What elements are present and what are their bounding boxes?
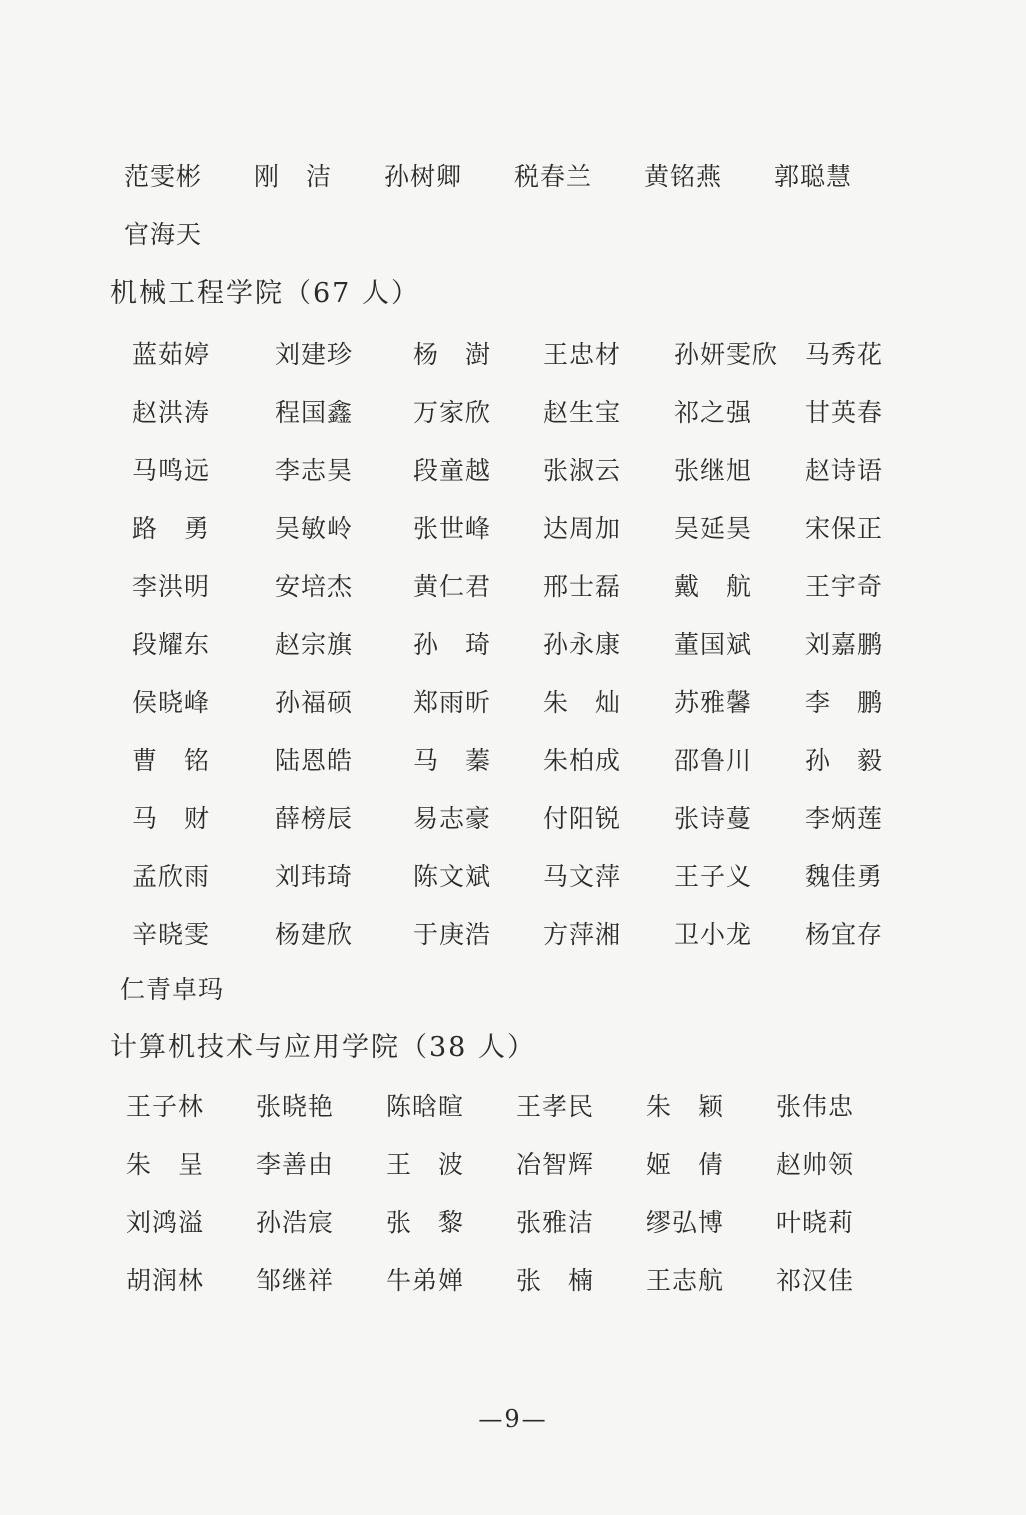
name-entry: 马 财 [132, 804, 211, 833]
name-entry: 于庚浩 [413, 920, 492, 949]
name-entry: 董国斌 [674, 630, 753, 659]
name-entry: 冶智辉 [516, 1150, 595, 1179]
name-entry: 赵诗语 [805, 456, 884, 485]
name-entry: 孙永康 [543, 630, 622, 659]
name-entry: 邵鲁川 [674, 746, 753, 775]
name-entry: 朱 颖 [646, 1092, 725, 1121]
page-number: —9— [478, 1405, 548, 1433]
name-entry: 吴敏岭 [275, 514, 354, 543]
name-entry: 仁青卓玛 [120, 975, 225, 1004]
name-entry: 缪弘博 [646, 1208, 725, 1237]
name-entry: 王 波 [386, 1150, 465, 1179]
name-entry: 杨建欣 [275, 920, 354, 949]
name-entry: 孙 琦 [413, 630, 492, 659]
name-entry: 辛晓雯 [132, 920, 211, 949]
name-entry: 陈文斌 [413, 862, 492, 891]
name-entry: 张伟忠 [776, 1092, 855, 1121]
name-entry: 路 勇 [132, 514, 211, 543]
name-entry: 李善由 [256, 1150, 335, 1179]
name-entry: 牛弟婵 [386, 1266, 465, 1295]
name-entry: 赵洪涛 [132, 398, 211, 427]
name-entry: 刘嘉鹏 [805, 630, 884, 659]
name-entry: 张世峰 [413, 514, 492, 543]
name-entry: 马文萍 [543, 862, 622, 891]
computer-name-list [126, 1078, 906, 1310]
name-entry: 陈晗暄 [386, 1092, 465, 1121]
name-entry: 李炳莲 [805, 804, 884, 833]
name-entry: 郭聪慧 [774, 162, 853, 191]
name-entry: 易志豪 [413, 804, 492, 833]
name-entry: 张 黎 [386, 1208, 465, 1237]
name-entry: 黄仁君 [413, 572, 492, 601]
name-entry: 刘玮琦 [275, 862, 354, 891]
name-entry: 张 楠 [516, 1266, 595, 1295]
name-entry: 刘鸿溢 [126, 1208, 205, 1237]
name-entry: 孙妍雯欣 [674, 340, 779, 369]
name-entry: 黄铭燕 [644, 162, 723, 191]
name-entry: 宋保正 [805, 514, 884, 543]
section-heading-computer: 计算机技术与应用学院（38 人） [110, 1032, 536, 1063]
name-entry: 张淑云 [543, 456, 622, 485]
name-entry: 邢士磊 [543, 572, 622, 601]
name-entry: 张雅洁 [516, 1208, 595, 1237]
name-entry: 孙福硕 [275, 688, 354, 717]
name-entry: 朱柏成 [543, 746, 622, 775]
name-entry: 孙 毅 [805, 746, 884, 775]
name-entry: 魏佳勇 [805, 862, 884, 891]
name-entry: 方萍湘 [543, 920, 622, 949]
name-entry: 甘英春 [805, 398, 884, 427]
name-entry: 蓝茹婷 [132, 340, 211, 369]
name-entry: 达周加 [543, 514, 622, 543]
name-entry: 侯晓峰 [132, 688, 211, 717]
name-entry: 孙浩宸 [256, 1208, 335, 1237]
name-entry: 赵帅领 [776, 1150, 855, 1179]
name-entry: 张继旭 [674, 456, 753, 485]
name-entry: 苏雅馨 [674, 688, 753, 717]
name-entry: 范雯彬 [124, 162, 203, 191]
name-entry: 卫小龙 [674, 920, 753, 949]
name-entry: 王忠材 [543, 340, 622, 369]
name-entry: 官海天 [124, 220, 203, 249]
name-entry: 杨 澍 [413, 340, 492, 369]
section-heading-mechanical: 机械工程学院（67 人） [110, 278, 420, 309]
name-entry: 胡润林 [126, 1266, 205, 1295]
name-entry: 王孝民 [516, 1092, 595, 1121]
name-entry: 刚 洁 [254, 162, 333, 191]
name-entry: 程国鑫 [275, 398, 354, 427]
name-entry: 朱 呈 [126, 1150, 205, 1179]
name-entry: 王子义 [674, 862, 753, 891]
name-entry: 曹 铭 [132, 746, 211, 775]
name-entry: 孙树卿 [384, 162, 463, 191]
name-entry: 叶晓莉 [776, 1208, 855, 1237]
name-entry: 孟欣雨 [132, 862, 211, 891]
name-entry: 马秀花 [805, 340, 884, 369]
name-entry: 段耀东 [132, 630, 211, 659]
name-entry: 郑雨昕 [413, 688, 492, 717]
name-entry: 马 蓁 [413, 746, 492, 775]
name-entry: 税春兰 [514, 162, 593, 191]
mechanical-name-list [132, 326, 936, 964]
name-entry: 邹继祥 [256, 1266, 335, 1295]
name-entry: 李志昊 [275, 456, 354, 485]
name-entry: 段童越 [413, 456, 492, 485]
name-entry: 张晓艳 [256, 1092, 335, 1121]
name-entry: 李洪明 [132, 572, 211, 601]
name-entry: 安培杰 [275, 572, 354, 601]
name-entry: 刘建珍 [275, 340, 354, 369]
name-entry: 万家欣 [413, 398, 492, 427]
name-entry: 付阳锐 [543, 804, 622, 833]
name-entry: 赵宗旗 [275, 630, 354, 659]
name-entry: 张诗蔓 [674, 804, 753, 833]
name-entry: 王志航 [646, 1266, 725, 1295]
name-entry: 陆恩皓 [275, 746, 354, 775]
name-entry: 马鸣远 [132, 456, 211, 485]
name-entry: 姬 倩 [646, 1150, 725, 1179]
name-entry: 戴 航 [674, 572, 753, 601]
continued-name-list [124, 148, 904, 264]
name-entry: 朱 灿 [543, 688, 622, 717]
name-entry: 吴延昊 [674, 514, 753, 543]
name-entry: 杨宜存 [805, 920, 884, 949]
name-entry: 王宇奇 [805, 572, 884, 601]
name-entry: 祁汉佳 [776, 1266, 855, 1295]
name-entry: 王子林 [126, 1092, 205, 1121]
name-entry: 薛榜辰 [275, 804, 354, 833]
name-entry: 李 鹏 [805, 688, 884, 717]
name-entry: 祁之强 [674, 398, 753, 427]
name-entry: 赵生宝 [543, 398, 622, 427]
